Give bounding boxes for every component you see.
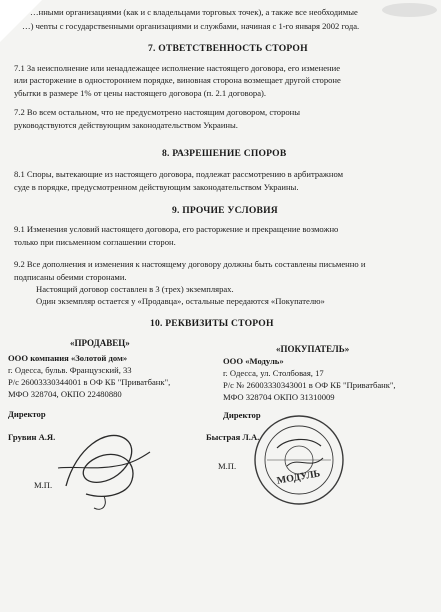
section-7-p1-line-1: 7.1 За неисполнение или ненадлежащее исполнение настоящего договора, его изменение — [14, 63, 341, 73]
section-9-p3: Настоящий договор составлен в 3 (трех) экземплярах. — [36, 284, 234, 294]
buyer-account: Р/с № 26003330343001 в ОФ КБ "Приватбанк", — [223, 380, 396, 390]
section-9-p2-line-1: 9.2 Все дополнения и изменения к настоящему договору должны быть составлены письменно и — [14, 259, 366, 269]
buyer-address: г. Одесса, ул. Столбовая, 17 — [223, 368, 324, 378]
section-9-p1-line-1: 9.1 Изменения условий настоящего договора, его расторжение и прекращение возможно — [14, 224, 339, 234]
buyer-director-label: Директор — [223, 410, 261, 420]
section-9-p4: Один экземпляр остается у «Продавца», остальные передаются «Покупателю» — [36, 296, 325, 306]
section-9-heading: 9. ПРОЧИЕ УСЛОВИЯ — [172, 205, 278, 216]
buyer-stamp-text: МОДУЛЬ — [276, 468, 322, 487]
section-8-heading: 8. РАЗРЕШЕНИЕ СПОРОВ — [162, 148, 287, 159]
seller-account: Р/с 26003330344001 в ОФ КБ "Приватбанк", — [8, 377, 171, 387]
buyer-title: «ПОКУПАТЕЛЬ» — [276, 344, 350, 354]
section-7-p1-line-2: или расторжение в одностороннем порядке, виновная сторона возмещает другой стороне — [14, 75, 341, 85]
section-9-p2-line-2: подписаны обеими сторонами. — [14, 272, 127, 282]
scan-smudge — [382, 3, 437, 17]
section-7-p1-line-3: убытки в размере 1% от цены настоящего договора (п. 2.1 договора). — [14, 88, 267, 98]
seller-mp: М.П. — [34, 480, 53, 490]
seller-title: «ПРОДАВЕЦ» — [70, 338, 130, 348]
section-7-p2-line-2: руководствуются действующим законодательством Украины. — [14, 120, 238, 130]
seller-director-label: Директор — [8, 409, 46, 419]
buyer-director-name: Быстрая Л.А. — [206, 432, 260, 442]
section-9-p1-line-2: только при письменном соглашении сторон. — [14, 237, 176, 247]
section-7-heading: 7. ОТВЕТСТВЕННОСТЬ СТОРОН — [148, 43, 308, 54]
section-8-p1-line-1: 8.1 Споры, вытекающие из настоящего договора, подлежат рассмотрению в арбитражном — [14, 169, 344, 179]
top-line-2: …) чеnты с государственными организациями и службами, начиная с 1-го января 2002 года. — [22, 21, 360, 31]
seller-director-name: Грувин А.Я. — [8, 432, 56, 442]
buyer-mfo: МФО 328704 ОКПО 31310009 — [223, 392, 335, 402]
buyer-name: ООО «Модуль» — [223, 356, 284, 366]
buyer-mp: М.П. — [218, 461, 237, 471]
top-line-1: …нными организациями (как и с владельцами торговых точек), а также все необходимые — [30, 7, 358, 17]
section-7-p2-line-1: 7.2 Во всем остальном, что не предусмотрено настоящим договором, стороны — [14, 107, 301, 117]
seller-address: г. Одесса, бульв. Французский, 33 — [8, 365, 132, 375]
seller-name: ООО компания «Золотой дом» — [8, 353, 128, 363]
section-10-heading: 10. РЕКВИЗИТЫ СТОРОН — [150, 318, 274, 329]
buyer-stamp — [247, 408, 351, 518]
seller-mfo: МФО 328704, ОКПО 22480880 — [8, 389, 122, 399]
section-8-p1-line-2: суде в порядке, предусмотренном действующим законодательством Украины. — [14, 182, 299, 192]
seller-signature — [46, 408, 156, 518]
